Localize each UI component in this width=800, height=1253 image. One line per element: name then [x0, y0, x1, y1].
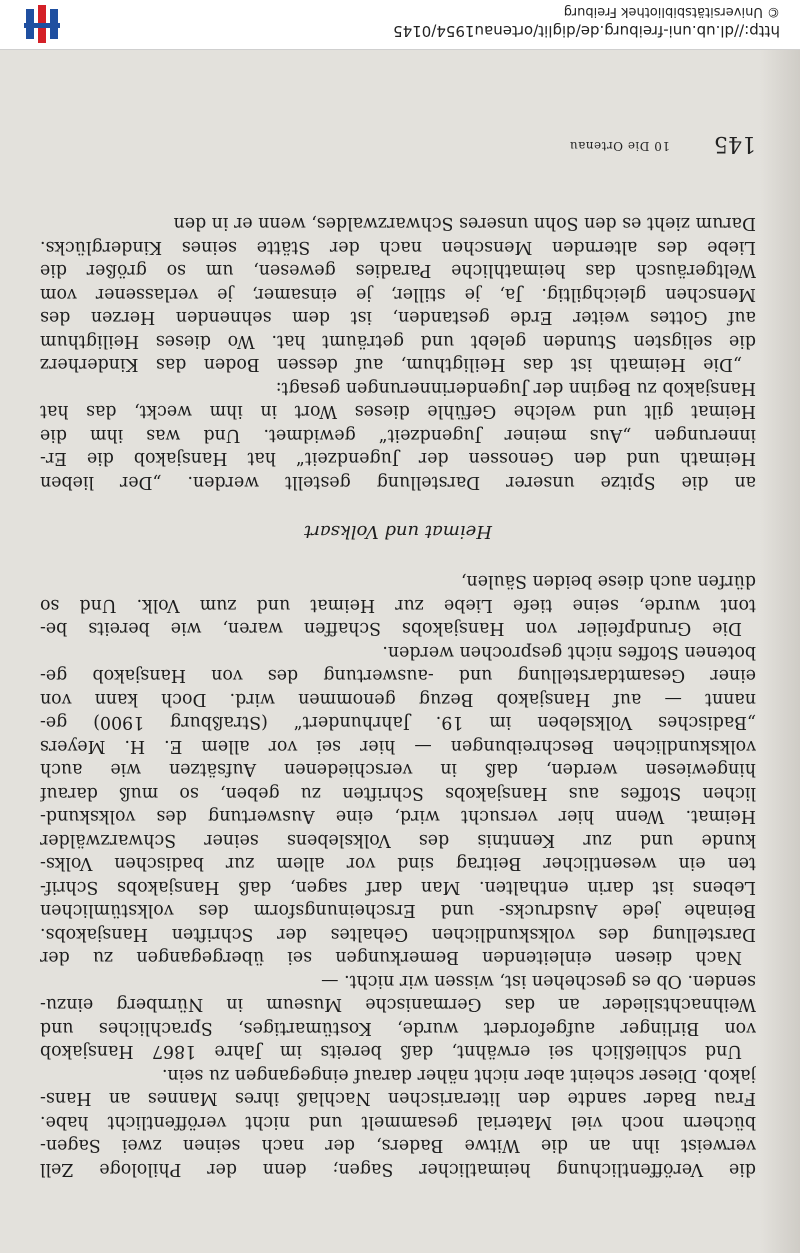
- text-line: Lebens ist darin enthalten. Man darf sagen, daß Hansjakobs Schrif-: [40, 877, 756, 897]
- text-line: Darum zieht es den Sohn unseres Schwarzwaldes, wenn er in den: [173, 213, 756, 234]
- section-heading: Heimat und Volksart: [304, 521, 492, 542]
- text-line: an die Spitze unserer Darstellung gestellt werden. „Der lieben: [40, 472, 756, 492]
- paragraph: [40, 376, 756, 494]
- text-line: verweist ihn an die Witwe Baders, der nach seinen zwei Sagen-: [40, 1135, 756, 1156]
- book-page: [0, 50, 800, 1253]
- text-line: die Veröffentlichung heimatlicher Sagen; denn der Philologe Zell: [40, 1159, 756, 1179]
- text-line: innerungen „Aus meiner Jugendzeit“ gewidmet. Und was ihm die: [40, 425, 756, 445]
- text-line: Und schließlich sei erwähnt, daß bereits im Jahre 1867 Hansjakob: [40, 1041, 742, 1062]
- page-gutter-shadow: [760, 50, 800, 1253]
- digitization-footer: [0, 0, 800, 50]
- text-line: büchern noch viel Material gesammelt und nicht veröffentlicht habe.: [40, 1112, 756, 1132]
- text-line: kunde und zur Kenntnis des Volkslebens seiner Schwarzwälder: [40, 830, 756, 850]
- running-head: 10 Die Ortenau: [569, 139, 670, 153]
- paragraph: [40, 211, 756, 376]
- text-line: von Birlinger aufgefordert wurde, Kostümartiges, Sprachliches und: [40, 1018, 756, 1038]
- paragraph: [40, 1063, 756, 1181]
- text-line: „Badisches Volksleben im 19. Jahrhundert“ (Straßburg 1900) ge-: [40, 712, 756, 733]
- text-line: hingewiesen werden, daß in verschiedenen Aufsätzen wie auch: [40, 759, 756, 780]
- text-line: die seligsten Stunden gelebt und geträumt hat. Wo dieses Heiligthum: [40, 331, 756, 351]
- text-line: auf Gottes weiter Erde gestanden, ist dem sehnenden Herzen des: [40, 307, 756, 328]
- text-line: Heimat gilt und welche Gefühle dieses Wort in ihm weckt, das hat: [40, 401, 756, 422]
- logo-crossbar: [24, 23, 60, 28]
- text-line: nannt — auf Hansjakob Bezug genommen wird. Doch kann von: [40, 689, 756, 709]
- text-line: Beinahe jede Ausdrucks- und Erscheinungsform des volkstümlichen: [40, 900, 756, 921]
- text-line: dürfen auch diese beiden Säulen,: [460, 571, 756, 592]
- text-line: Heimath und den Genossen der Jugendzeit“ hat Hansjakob die Er-: [40, 448, 756, 469]
- paragraph: [40, 640, 756, 969]
- text-line: einer Gesamtdarstellung und -auswertung des von Hansjakob ge-: [40, 665, 756, 686]
- paragraph: [40, 969, 756, 1063]
- page-header: [46, 132, 756, 156]
- text-line: lichen Stoffes aus Hansjakobs Schriften zu geben, so muß darauf: [40, 783, 756, 803]
- text-line: Darstellung des volkskundlichen Gehaltes der Schriften Hansjakobs.: [40, 924, 756, 944]
- text-line: Heimat. Wenn hier versucht wird, eine Auswertung des volkskund-: [40, 806, 756, 827]
- text-line: Menschen gleichgiltig. Ja, je stiller, je einsamer, je verlassener vom: [40, 284, 756, 304]
- text-line: volkskundlichen Beschreibungen — hier sei vor allem E. H. Meyers: [40, 736, 756, 756]
- text-line: Die Grundpfeiler von Hansjakobs Schaffen waren, wie bereits be-: [40, 618, 742, 639]
- source-url[interactable]: http://dl.ub.uni-freiburg.de/diglit/ortenau1954/0145: [393, 22, 780, 40]
- text-line: Weltgeräusch das heimathliche Paradies gewesen, um so größer die: [40, 260, 756, 281]
- text-line: Liebe des alternden Menschen nach der Stätte seines Kinderglücks.: [40, 237, 756, 257]
- text-before-heading: [40, 569, 756, 1180]
- text-line: Nach diesen einleitenden Bemerkungen sei übergegangen zu der: [40, 947, 742, 968]
- text-line: Weihnachtslieder an das Germanische Museum in Nürnberg einzu-: [40, 994, 756, 1015]
- body-text: [40, 211, 756, 1180]
- text-line: senden. Ob es geschehen ist, wissen wir nicht. —: [321, 971, 756, 991]
- text-line: Hansjakob zu Beginn der Jugenderinnerungen gesagt:: [275, 378, 756, 398]
- library-logo-icon: [22, 5, 62, 43]
- text-line: botenen Stoffes nicht gesprochen werden.: [382, 642, 756, 662]
- page-number: 145: [714, 131, 756, 156]
- text-line: tont wurde, seine tiefe Liebe zur Heimat und zum Volk. Und so: [40, 595, 756, 615]
- paragraph: [40, 569, 756, 640]
- text-line: ten ein wesentlicher Beitrag sind vor allem zur badischen Volks-: [40, 853, 756, 874]
- text-line: jakob. Dieser scheint aber nicht näher darauf eingegangen zu sein.: [161, 1065, 756, 1085]
- text-line: „Die Heimath ist das Heiligthum, auf dessen Boden das Kinderherz: [40, 354, 742, 375]
- text-after-heading: [40, 211, 756, 493]
- text-line: Frau Bader sandte den literarischen Nachlaß ihres Mannes an Hans-: [40, 1088, 756, 1109]
- copyright-notice: © Universitätsbibliothek Freiburg: [563, 4, 780, 19]
